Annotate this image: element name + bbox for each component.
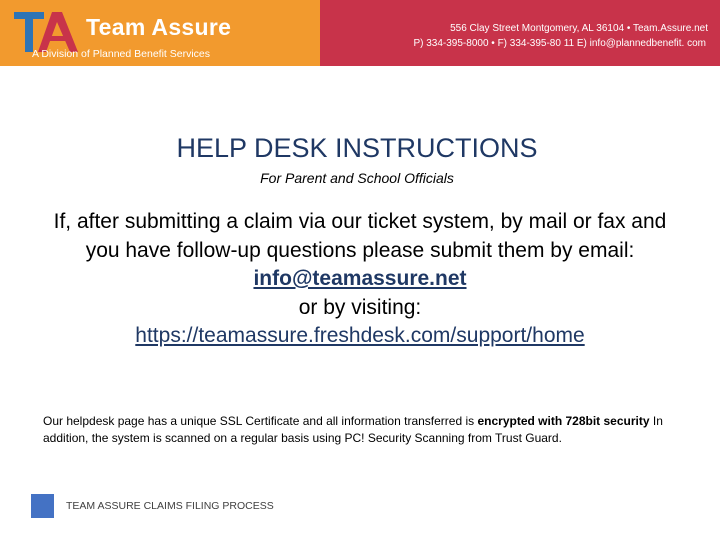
header-banner: [0, 0, 720, 66]
footer-marker-icon: [31, 494, 54, 518]
logo-panel: [0, 0, 320, 66]
logo-name: Team Assure: [86, 14, 232, 40]
page-title: HELP DESK INSTRUCTIONS: [176, 133, 538, 163]
logo-tagline: A Division of Planned Benefit Services: [32, 48, 211, 60]
footer-label: TEAM ASSURE CLAIMS FILING PROCESS: [66, 500, 274, 512]
support-link[interactable]: https://teamassure.freshdesk.com/support/home: [135, 324, 585, 347]
security-note-text-end: In addition, the system is scanned on a regular basis using PC! Security Scanning from Trust Guard.: [43, 414, 663, 445]
security-note-text: Our helpdesk page has a unique SSL Certificate and all information transferred is: [43, 414, 478, 428]
contact-panel: [320, 0, 720, 66]
instructions-body: [40, 208, 680, 351]
page-subtitle: For Parent and School Officials: [260, 170, 454, 186]
instructions-intro: If, after submitting a claim via our ticket system, by mail or fax and you have follow-up questions please submit them by email:: [53, 210, 667, 262]
address-line: 556 Clay Street Montgomery, AL 36104 • Team.Assure.net: [450, 23, 708, 34]
security-note: [43, 413, 683, 447]
security-note-bold: encrypted with 728bit security: [477, 414, 650, 428]
email-link[interactable]: info@teamassure.net: [253, 267, 467, 290]
or-visit-text: or by visiting:: [298, 295, 422, 319]
contact-line: P) 334-395-8000 • F) 334-395-80 11 E) info@plannedbenefit. com: [413, 38, 706, 49]
